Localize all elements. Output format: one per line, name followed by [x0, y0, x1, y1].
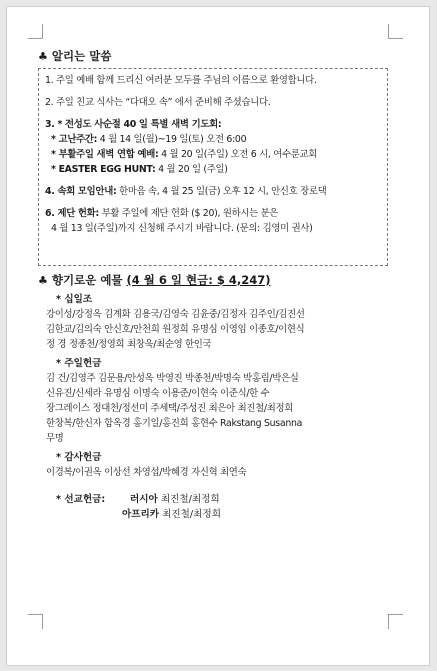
list-item: 정 경 정종천/정영희 최창욱/최순영 한인국: [46, 339, 212, 350]
mission-row-1: * 선교헌금: 러시아 최진철/최정희: [38, 492, 388, 507]
list-item: 김 건/김영주 김문용/안성옥 박영진 박종천/박명숙 박홍림/박은실: [46, 373, 299, 384]
group-heading: * 감사헌금: [56, 452, 102, 463]
list-item: 이경복/이권옥 이상선 차영섭/박혜경 자신혁 최연숙: [46, 467, 247, 478]
notice-item-3-sub1: * 고난주간: 4 월 14 일(월)~19 일(토) 오전 6:00: [51, 134, 247, 145]
crop-mark-top-left: [28, 24, 43, 39]
crop-mark-top-right: [388, 24, 403, 39]
list-item: 한창복/한신자 함옥경 홍기일/홍진희 홍현수 Rakstang Susanna: [46, 418, 303, 429]
list-item: 신유진/신세라 유명심 이명숙 이용준/이현숙 이준식/한 수: [46, 388, 270, 399]
notice-heading: ♣ 알리는 말씀: [38, 49, 112, 63]
crop-mark-bottom-left: [28, 614, 43, 629]
notice-item-1: 1. 주일 예배 함께 드리신 여러분 모두를 주님의 이름으로 환영합니다.: [45, 75, 317, 86]
list-item: 김한교/김의숙 안신호/안천희 원정희 유명심 이영임 이종호/이현식: [46, 324, 305, 335]
offering-total: (4 월 6 일 현금: $ 4,247): [126, 273, 271, 287]
mission-row-2: 아프리카 최진철/최정희: [122, 509, 221, 520]
notice-item-3-sub3: * EASTER EGG HUNT: 4 월 20 일 (주일): [51, 164, 228, 175]
notice-item-2: 2. 주일 친교 식사는 “다대오 속” 에서 준비해 주셨습니다.: [45, 97, 271, 108]
offering-group-sunday: [38, 356, 388, 446]
notice-item-6: 6. 제단 헌화: 부활 주일에 제단 헌화 ($ 20), 원하시는 분은: [45, 208, 279, 219]
list-item: 장그레이스 정대천/정선미 주세택/주성진 최은아 최진철/최정희: [46, 403, 293, 414]
offering-group-thanks: [38, 450, 388, 480]
offering-group-mission: [38, 492, 388, 522]
notice-item-6-line2: 4 월 13 일(주일)까지 신청해 주시기 바랍니다. (문의: 김영미 권사): [51, 223, 313, 234]
group-heading: * 주일헌금: [56, 358, 102, 369]
club-suit-icon: ♣: [38, 274, 48, 287]
offering-group-tithe: [38, 292, 388, 352]
offering-heading: ♣ 향기로운 예물 (4 월 6 일 현금: $ 4,247): [38, 273, 271, 287]
notice-item-4: 4. 속회 모임안내: 한마음 속, 4 월 25 일(금) 오후 12 시, 안신호 장로댁: [45, 186, 327, 197]
notice-item-3-sub2: * 부활주일 새벽 연합 예배: 4 월 20 일(주일) 오전 6 시, 여수룬교회: [51, 149, 318, 160]
list-item: 무명: [46, 433, 64, 444]
club-suit-icon: ♣: [38, 50, 48, 63]
notice-item-3-heading: 3. * 전성도 사순절 40 일 특별 새벽 기도회:: [45, 119, 222, 130]
group-heading: * 십일조: [56, 294, 93, 305]
mission-label: * 선교헌금:: [56, 494, 106, 505]
notice-box: [38, 68, 388, 266]
crop-mark-bottom-right: [388, 614, 403, 629]
list-item: 강이성/강정옥 김계화 김용국/김영숙 김윤중/김정자 김주인/김진선: [46, 309, 305, 320]
document-content: [38, 48, 388, 522]
